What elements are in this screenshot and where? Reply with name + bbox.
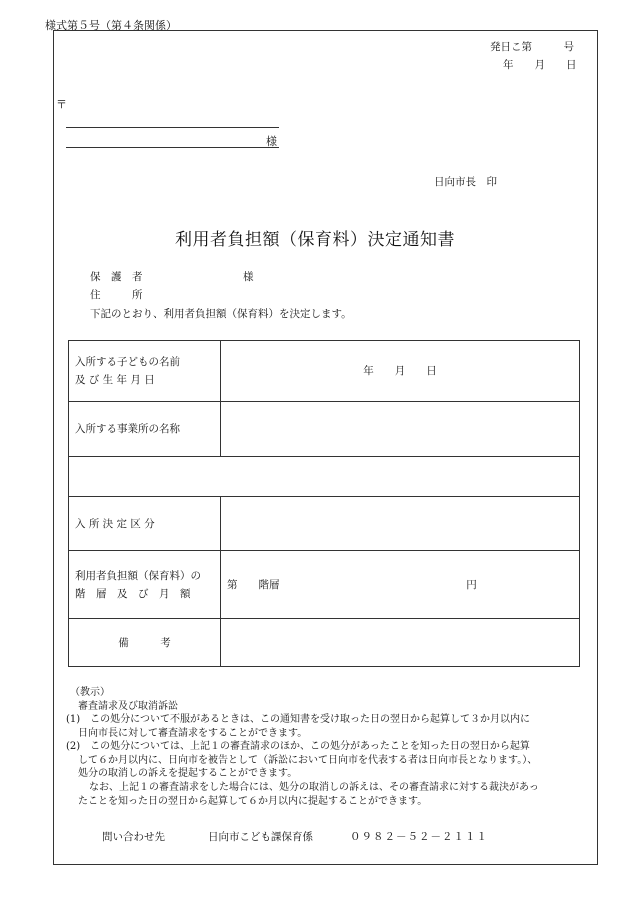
guardian-label: 保 護 者 bbox=[90, 271, 143, 283]
child-label-cell bbox=[69, 341, 221, 402]
notes-item1-line-a: (1) この処分について不服があるときは、この通知書を受け取った日の翌日から起算して３か月以内に bbox=[66, 714, 530, 725]
child-label-line-1: 入所する子どもの名前 bbox=[75, 356, 180, 368]
table-row bbox=[69, 402, 580, 457]
child-label-line-2: 及 び 生 年 月 日 bbox=[75, 374, 155, 386]
facility-label-cell bbox=[69, 402, 221, 457]
table-row bbox=[69, 497, 580, 551]
form-number: 様式第５号（第４条関係） bbox=[45, 19, 177, 32]
contact-label: 問い合わせ先 bbox=[102, 831, 165, 843]
notes-item2-line-c: 処分の取消しの訴えを提起することができます。 bbox=[78, 768, 298, 779]
decision-value-cell bbox=[221, 497, 580, 551]
child-birth-date: 年 月 日 bbox=[363, 365, 437, 377]
table-row bbox=[69, 551, 580, 619]
notes-item1-line-b: 日向市長に対して審査請求をすることができます。 bbox=[78, 728, 308, 739]
notes-item2-line-d: なお、上記１の審査請求をした場合には、処分の取消しの訴えは、その審査請求に対する裁決があっ bbox=[89, 782, 539, 793]
postal-mark: 〒 bbox=[56, 98, 67, 111]
remarks-label-cell bbox=[69, 619, 221, 667]
fee-value-cell bbox=[221, 551, 580, 619]
contact-phone: ０９８２－５２－２１１１ bbox=[350, 831, 488, 843]
notes-item2-line-a: (2) この処分については、上記１の審査請求のほか、この処分があったことを知った日の翌日から起算 bbox=[66, 741, 530, 752]
address-line bbox=[66, 127, 279, 128]
notes-heading: （教示） bbox=[70, 687, 110, 698]
document-title: 利用者負担額（保育料）決定通知書 bbox=[175, 230, 455, 250]
fee-yen: 円 bbox=[466, 578, 477, 591]
facility-value-cell bbox=[221, 402, 580, 457]
notes-subheading: 審査請求及び取消訴訟 bbox=[78, 701, 178, 712]
facility-label: 入所する事業所の名称 bbox=[75, 423, 180, 435]
issue-number: 発日こ第 号 bbox=[490, 41, 574, 53]
child-date-cell bbox=[221, 341, 580, 402]
addressee-line bbox=[66, 147, 279, 148]
remarks-value-cell bbox=[221, 619, 580, 667]
address-label: 住 所 bbox=[90, 289, 143, 301]
contact-department: 日向市こども課保育係 bbox=[208, 831, 313, 843]
fee-tier: 第 階層 bbox=[227, 578, 280, 591]
table-row bbox=[69, 619, 580, 667]
notes-item2-line-b: して６か月以内に、日向市を被告として（訴訟において日向市を代表する者は日向市長となります。）、 bbox=[78, 755, 538, 766]
issue-date: 年 月 日 bbox=[503, 59, 577, 71]
fee-label-line-1: 利用者負担額（保育料）の bbox=[75, 569, 201, 582]
table-row bbox=[69, 341, 580, 402]
intro-text: 下記のとおり、利用者負担額（保育料）を決定します。 bbox=[90, 308, 352, 320]
fee-label-line-2: 階 層 及 び 月 額 bbox=[75, 587, 191, 600]
decision-label-cell bbox=[69, 497, 221, 551]
decision-label: 入 所 決 定 区 分 bbox=[75, 517, 155, 530]
guardian-honorific: 様 bbox=[243, 271, 254, 283]
mayor-seal: 日向市長 印 bbox=[434, 176, 497, 188]
blank-row-cell bbox=[69, 457, 580, 497]
notes-item2-line-e: たことを知った日の翌日から起算して６か月以内に提起することができます。 bbox=[78, 796, 428, 807]
fee-label-cell bbox=[69, 551, 221, 619]
remarks-label: 備 考 bbox=[118, 636, 171, 649]
addressee-honorific: 様 bbox=[266, 135, 277, 148]
table-row bbox=[69, 457, 580, 497]
decision-table bbox=[68, 340, 580, 667]
